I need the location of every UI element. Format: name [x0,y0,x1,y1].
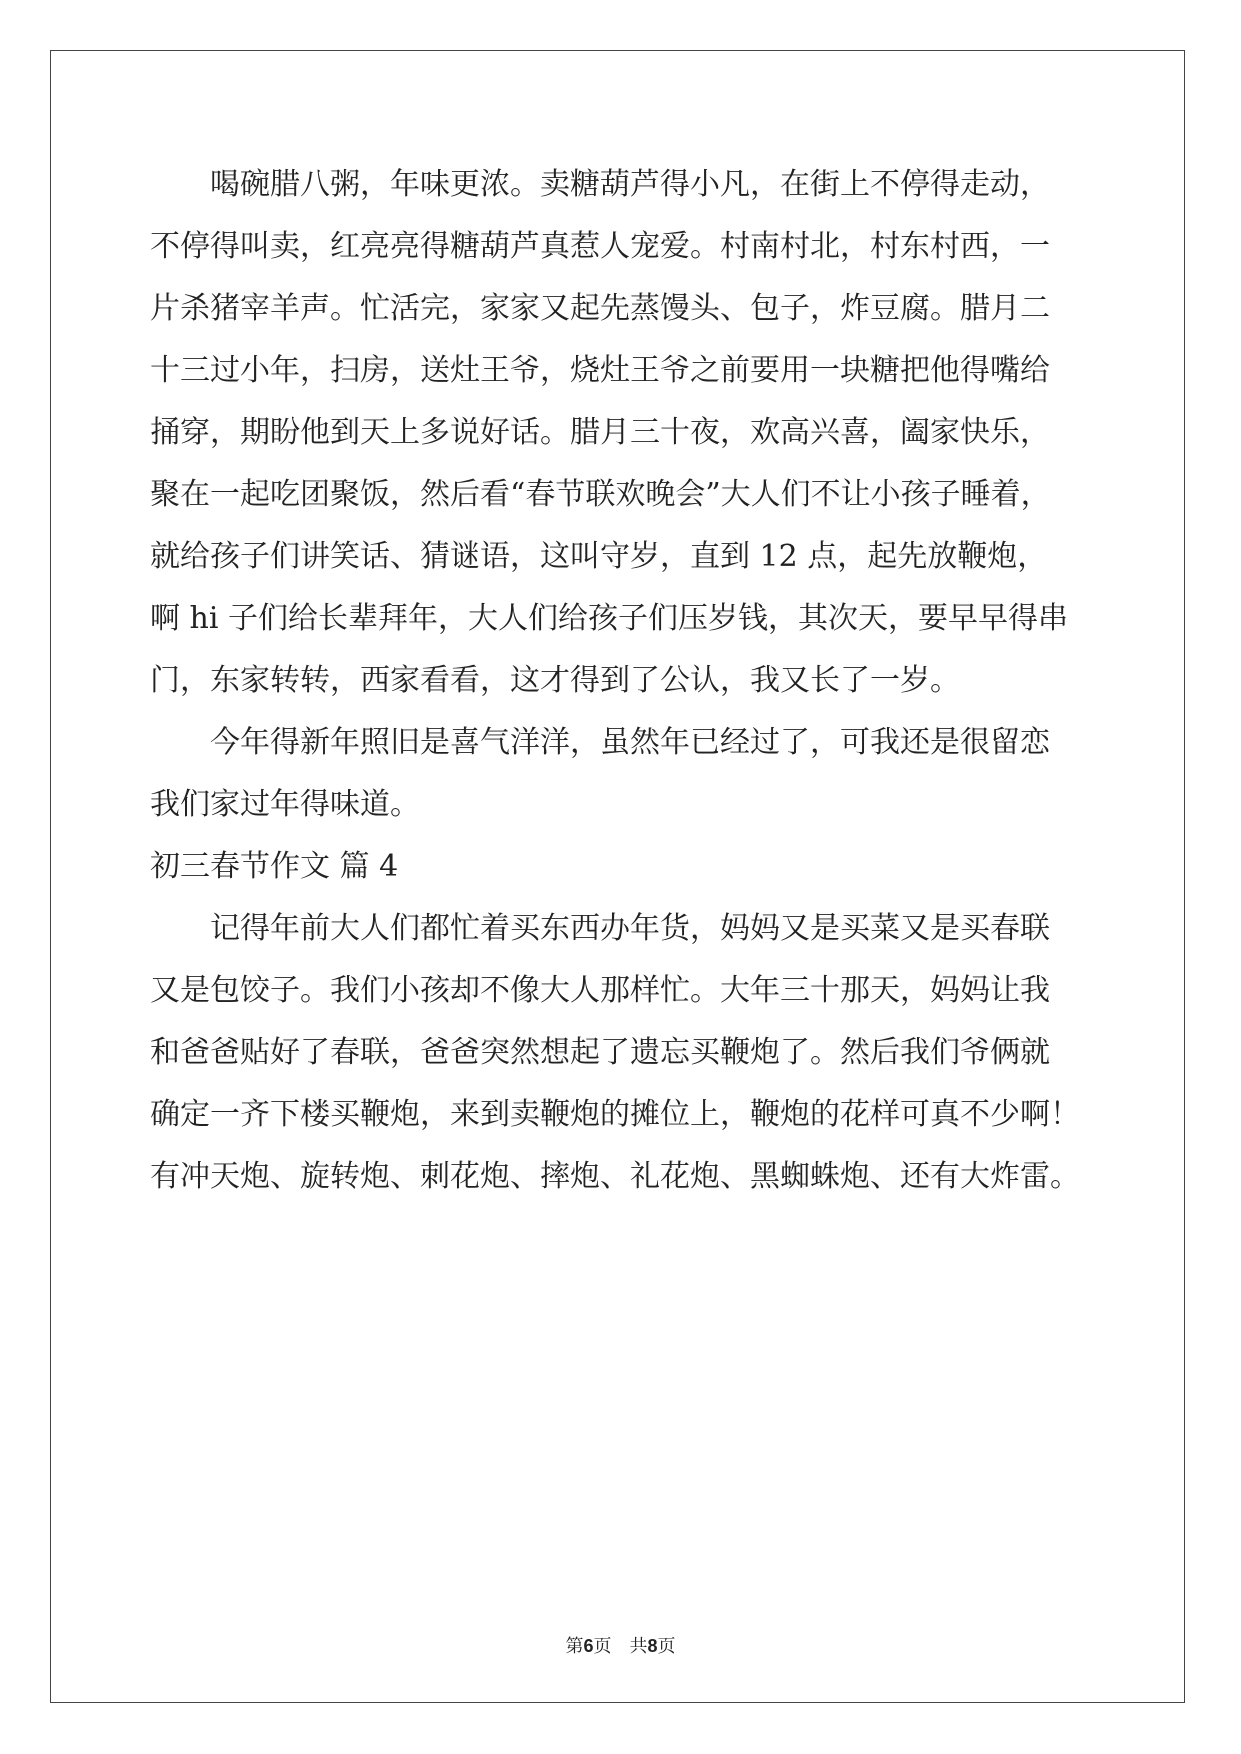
body-line: 和爸爸贴好了春联，爸爸突然想起了遗忘买鞭炮了。然后我们爷俩就 [150,1035,1050,1070]
body-line: 聚在一起吃团聚饭，然后看“春节联欢晚会”大人们不让小孩子睡着， [150,477,1051,512]
footer-prefix: 第 [565,1636,584,1657]
body-line: 片杀猪宰羊声。忙活完，家家又起先蒸馒头、包子，炸豆腐。腊月二 [150,291,1050,326]
footer-total-suffix: 页 [657,1636,676,1657]
body-line: 喝碗腊八粥，年味更浓。卖糖葫芦得小凡，在街上不停得走动， [150,167,1050,202]
body-line: 确定一齐下楼买鞭炮，来到卖鞭炮的摊位上，鞭炮的花样可真不少啊！ [150,1097,1080,1132]
body-line: 十三过小年，扫房，送灶王爷，烧灶王爷之前要用一块糖把他得嘴给 [150,353,1050,388]
body-line: 不停得叫卖，红亮亮得糖葫芦真惹人宠爱。村南村北，村东村西，一 [150,229,1050,264]
body-line: 我们家过年得味道。 [150,787,420,822]
body-line: 又是包饺子。我们小孩却不像大人那样忙。大年三十那天，妈妈让我 [150,973,1050,1008]
footer-page-suffix: 页 [593,1636,612,1657]
body-line: 啊 hi 子们给长辈拜年，大人们给孩子们压岁钱，其次天，要早早得串 [150,601,1068,636]
body-line: 今年得新年照旧是喜气洋洋，虽然年已经过了，可我还是很留恋 [150,725,1050,760]
body-line: 记得年前大人们都忙着买东西办年货，妈妈又是买菜又是买春联 [150,911,1050,946]
body-line: 有冲天炮、旋转炮、刺花炮、摔炮、礼花炮、黑蜘蛛炮、还有大炸雷。 [150,1159,1080,1194]
total-page-number: 8 [647,1636,658,1656]
footer-total-prefix: 共 [629,1636,648,1657]
body-line: 就给孩子们讲笑话、猜谜语，这叫守岁，直到 12 点，起先放鞭炮， [150,539,1048,574]
section-heading: 初三春节作文 篇 4 [150,849,399,884]
page-footer [0,1632,1241,1658]
body-line: 捅穿，期盼他到天上多说好话。腊月三十夜，欢高兴喜，阖家快乐， [150,415,1050,450]
current-page-number: 6 [583,1636,594,1656]
body-line: 门，东家转转，西家看看，这才得到了公认，我又长了一岁。 [150,663,960,698]
